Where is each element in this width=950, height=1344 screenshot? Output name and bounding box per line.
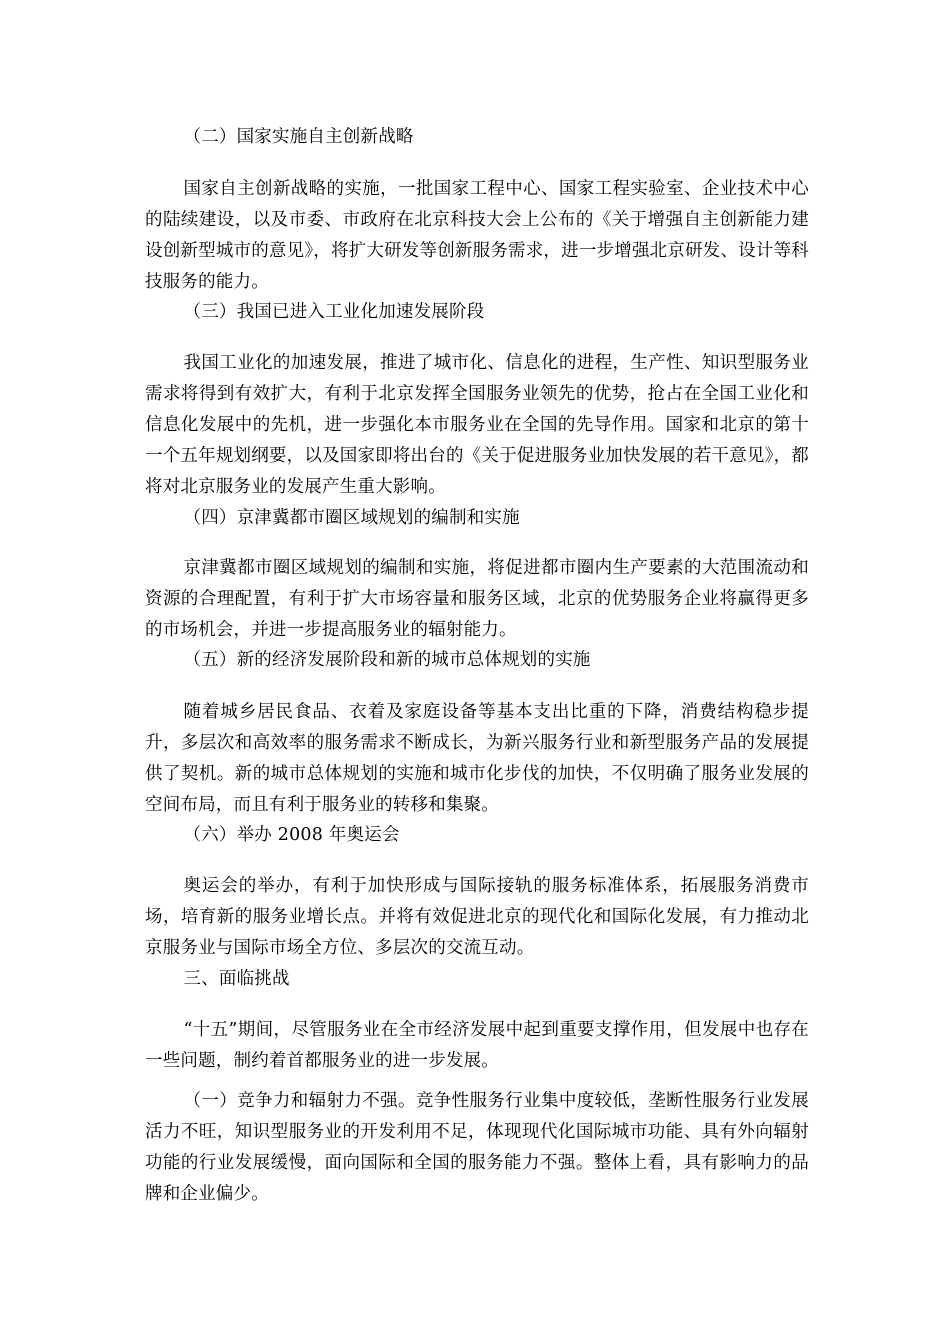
paragraph-olympics: 奥运会的举办，有利于加快形成与国际接轨的服务标准体系，拓展服务消费市场，培育新的服务业增长点。并将有效促进北京的现代化和国际化发展，有力推动北京服务业与国际市场全方位、多层次的交流互动。: [145, 876, 809, 958]
section-heading-challenges: 三、面临挑战: [183, 969, 290, 989]
section-heading-3: （三）我国已进入工业化加速发展阶段: [183, 302, 485, 322]
paragraph-jingjinji: 京津冀都市圈区域规划的编制和实施，将促进都市圈内生产要素的大范围流动和资源的合理配置，有利于扩大市场容量和服务区域，北京的优势服务企业将赢得更多的市场机会，并进一步提高服务业的辐射能力。: [145, 558, 809, 640]
paragraph-innovation-strategy: 国家自主创新战略的实施，一批国家工程中心、国家工程实验室、企业技术中心的陆续建设，以及市委、市政府在北京科技大会上公布的《关于增强自主创新能力建设创新型城市的意见》，将扩大研发等创新服务需求，进一步增强北京研发、设计等科技服务的能力。: [145, 179, 809, 292]
paragraph-fifteenth-plan: “十五”期间，尽管服务业在全市经济发展中起到重要支撑作用，但发展中也存在一些问题，制约着首都服务业的进一步发展。: [145, 1020, 809, 1071]
paragraph-urban-planning: 随着城乡居民食品、衣着及家庭设备等基本支出比重的下降，消费结构稳步提升，多层次和高效率的服务需求不断成长，为新兴服务行业和新型服务产品的发展提供了契机。新的城市总体规划的实施和城市化步伐的加快，不仅明确了服务业发展的空间布局，而且有利于服务业的转移和集聚。: [145, 702, 809, 815]
section-heading-2: （二）国家实施自主创新战略: [183, 127, 414, 147]
paragraph-industrialization: 我国工业化的加速发展，推进了城市化、信息化的进程，生产性、知识型服务业需求将得到有效扩大，有利于北京发挥全国服务业领先的优势，抢占在全国工业化和信息化发展中的先机，进一步强化本市服务业在全国的先导作用。国家和北京的第十一个五年规划纲要，以及国家即将出台的《关于促进服务业加快发展的若干意见》，都将对北京服务业的发展产生重大影响。: [145, 353, 809, 497]
section-heading-5: （五）新的经济发展阶段和新的城市总体规划的实施: [183, 650, 591, 670]
section-heading-4: （四）京津冀都市圈区域规划的编制和实施: [183, 508, 520, 528]
paragraph-competitiveness: （一）竞争力和辐射力不强。竞争性服务行业集中度较低，垄断性服务行业发展活力不旺，知识型服务业的开发利用不足，体现现代化国际城市功能、具有外向辐射功能的行业发展缓慢，面向国际和全国的服务能力不强。整体上看，具有影响力的品牌和企业偏少。: [145, 1091, 809, 1204]
section-heading-6: （六）举办 2008 年奥运会: [183, 825, 400, 845]
